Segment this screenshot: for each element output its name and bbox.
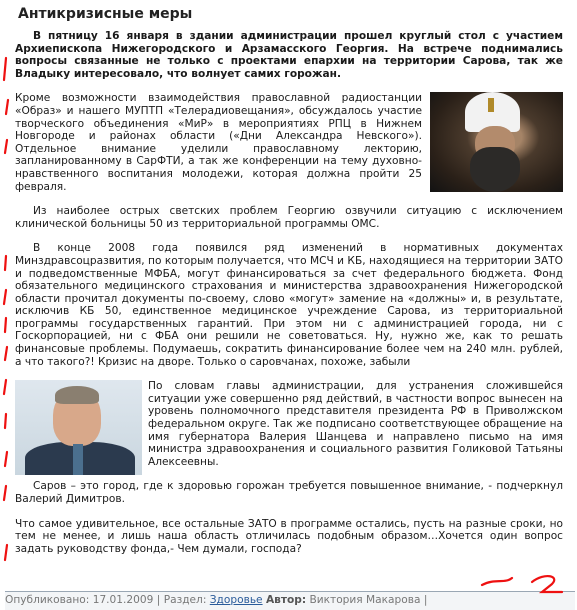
paragraph-4: По словам главы администрации, для устранения сложившейся ситуации уже совершенно ряд действий, в частности вопрос вынесен на уровень полномочного представителя президента РФ в Приволжском федеральном округе. Так же подписано соответствующее обращение на имя губернатора Валерия Шанцева и направлено письмо на имя министра здравоохранения и социального развития Голиковой Татьяны Алексеевны. (148, 380, 563, 468)
paragraph-5: Саров – это город, где к здоровью горожан требуется повышенное внимание, - подчеркнул Валерий Димитров. (15, 480, 563, 505)
published-label: Опубликовано: (5, 594, 90, 606)
paragraph-6: Что самое удивительное, все остальные ЗАТО в программе остались, пусть на разные сроки, но тем не менее, и лишь наша область отличилась подобным образом…Хочется один вопрос задать руководству фонда,- Чем думали, господа? (15, 517, 563, 555)
margin-mark-10 (5, 452, 7, 466)
author-name: Виктория Макарова (309, 594, 421, 606)
section-label: Раздел: (163, 594, 207, 606)
footer-separator: | (156, 594, 161, 606)
margin-mark-7 (5, 347, 7, 360)
margin-mark-11 (4, 486, 6, 500)
paragraph-1: Кроме возможности взаимодействия православной радиостанции «Образ» и нашего МУПТП «Телерадиовещания», обсуждалось участие творческого объединения «МиР» в мероприятиях РПЦ в Нижнем Новгороде и районах области («Дни Александра Невского»). Отдельное внимание уделили православному лекторию, запланированному в СарФТИ, а так же конференции на тему духовно-нравственного воспитания молодежи, которая должна пройти 25 февраля. (15, 92, 422, 193)
article-body (15, 30, 563, 567)
section-link[interactable]: Здоровье (209, 594, 263, 606)
underline-squiggle (482, 578, 512, 585)
footer-separator-2: | (423, 594, 428, 606)
lead-paragraph: В пятницу 16 января в здании администрации прошел круглый стол с участием Архиепископа Нижегородского и Арзамасского Георгия. На встрече поднимались вопросы связанные не только с проектами епархии на территории Сарова, так же Владыку интересовало, что волнует самих горожан. (15, 30, 563, 80)
number-two-mark (532, 576, 562, 592)
paragraph-2: Из наиболее острых светских проблем Георгию озвучили ситуацию с исключением клинической больницы 50 из территориальной программы ОМС. (15, 205, 563, 230)
article-footer (5, 591, 575, 610)
margin-mark-9 (5, 414, 6, 428)
margin-mark-2 (6, 100, 8, 114)
published-date: 17.01.2009 (92, 594, 154, 606)
author-label: Автор: (265, 594, 307, 606)
margin-mark-6 (5, 318, 6, 332)
margin-mark-12 (5, 545, 7, 560)
official-photo (15, 380, 142, 475)
margin-mark-5 (4, 290, 6, 304)
margin-mark-8 (4, 380, 6, 394)
margin-mark-4 (5, 256, 6, 270)
margin-mark-3 (5, 140, 7, 153)
article-title: Антикризисные меры (18, 6, 193, 22)
archbishop-photo (430, 92, 563, 192)
paragraph-3: В конце 2008 года появился ряд изменений в нормативных документах Минздравсоцразвития, по которым получается, что МСЧ и КБ, находящиеся на территории ЗАТО и подведомственные МФБА, могут финансироваться за счет федерального бюджета. Фонд обязательного медицинского страхования и министерства здравоохранения Нижегородской области прочитал документы по-своему, слово «могут» замение на «должны» и, в результате, исключив КБ 50, единственное медицинское учреждение Сарова, из территориальной программы государственных гарантий. При этом ни с администрацией города, ни с Госкорпорацией, ни с ФБА они решили не советоваться. Ну, нужно же, как то решать финансовые проблемы. Подумаешь, сократить финансирование более чем на 240 млн. рублей, а что такого?! Кризис на дворе. Только о саровчанах, похоже, забыли (15, 242, 563, 368)
margin-mark-1 (4, 58, 6, 80)
